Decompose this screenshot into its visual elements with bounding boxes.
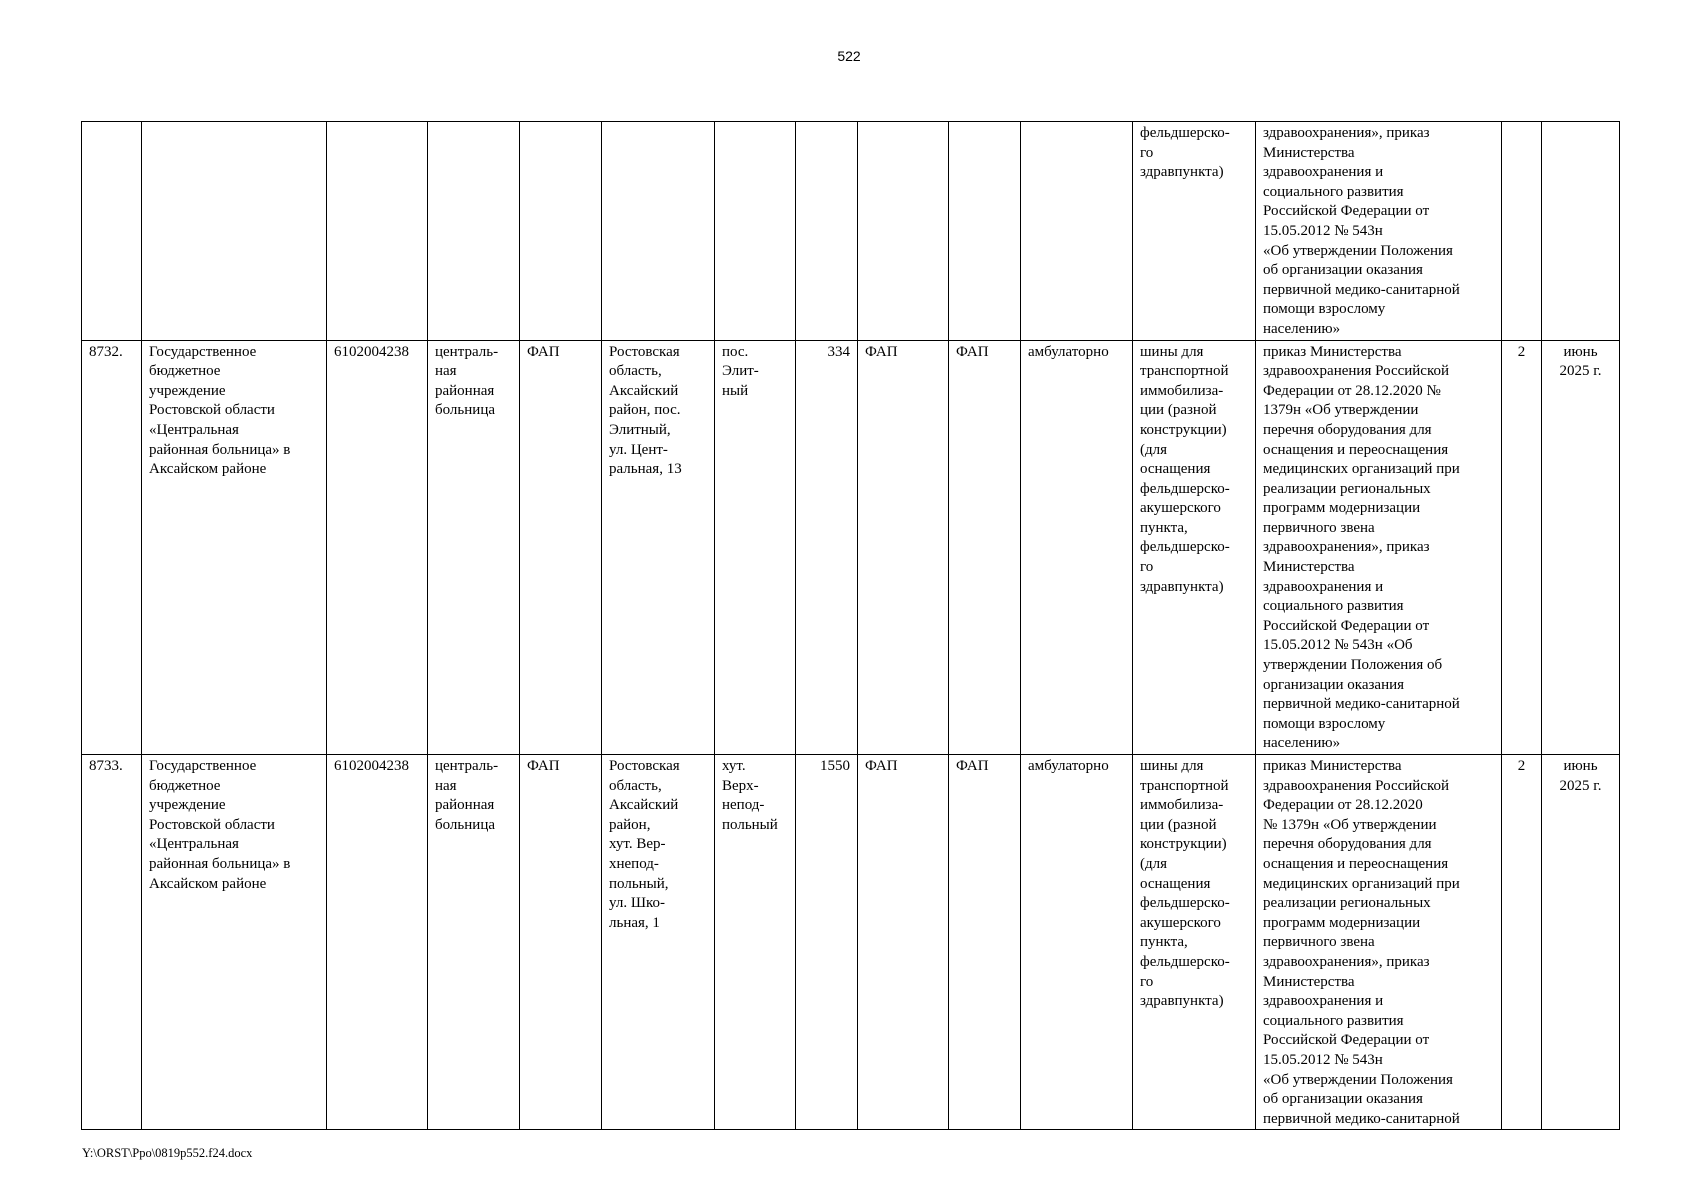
cell-care-mode: амбулаторно (1021, 340, 1133, 754)
cell-locality (715, 122, 796, 341)
cell-unit: ФАП (520, 755, 602, 1130)
cell-equipment: фельдшерско- го здравпункта) (1133, 122, 1256, 341)
cell-number (82, 122, 142, 341)
cell-number: 8733. (82, 755, 142, 1130)
cell-organization (142, 122, 327, 341)
cell-population (796, 122, 858, 341)
table-row (82, 340, 1620, 754)
cell-profile (949, 122, 1021, 341)
cell-date: июнь 2025 г. (1542, 755, 1620, 1130)
cell-legal-basis: здравоохранения», приказ Министерства здравоохранения и социального развития Российской Федерации от 15.05.2012 № 543н «Об утверждении Положения об организации оказания первичной медико-санитарной помощи взрослому населению» (1256, 122, 1502, 341)
cell-address: Ростовская область, Аксайский район, пос. Элитный, ул. Цент- ральная, 13 (602, 340, 715, 754)
cell-profile: ФАП (949, 340, 1021, 754)
cell-legal-basis: приказ Министерства здравоохранения Российской Федерации от 28.12.2020 № 1379н «Об утверждении перечня оборудования для оснащения и переоснащения медицинских организаций при реализации региональных программ модернизации первичного звена здравоохранения», приказ Министерства здравоохранения и социального развития Российской Федерации от 15.05.2012 № 543н «Об утверждении Положения об организации оказания первичной медико-санитарной помощи взрослому населению» (1256, 340, 1502, 754)
cell-unit-type (858, 122, 949, 341)
cell-population: 334 (796, 340, 858, 754)
cell-org-type (428, 122, 520, 341)
cell-organization: Государственное бюджетное учреждение Ростовской области «Центральная районная больница» в Аксайском районе (142, 340, 327, 754)
equipment-table (81, 121, 1620, 1130)
cell-unit-type: ФАП (858, 755, 949, 1130)
cell-unit: ФАП (520, 340, 602, 754)
table-row (82, 755, 1620, 1130)
cell-inn (327, 122, 428, 341)
cell-address: Ростовская область, Аксайский район, хут. Вер- хнепод- польный, ул. Шко- льная, 1 (602, 755, 715, 1130)
cell-address (602, 122, 715, 341)
cell-inn: 6102004238 (327, 755, 428, 1130)
cell-inn: 6102004238 (327, 340, 428, 754)
cell-locality: пос. Элит- ный (715, 340, 796, 754)
cell-legal-basis: приказ Министерства здравоохранения Российской Федерации от 28.12.2020 № 1379н «Об утверждении перечня оборудования для оснащения и переоснащения медицинских организаций при реализации региональных программ модернизации первичного звена здравоохранения», приказ Министерства здравоохранения и социального развития Российской Федерации от 15.05.2012 № 543н «Об утверждении Положения об организации оказания первичной медико-санитарной (1256, 755, 1502, 1130)
table-row (82, 122, 1620, 341)
cell-profile: ФАП (949, 755, 1021, 1130)
cell-quantity: 2 (1502, 755, 1542, 1130)
cell-care-mode: амбулаторно (1021, 755, 1133, 1130)
page-number: 522 (837, 48, 861, 64)
footer-file-path: Y:\ORST\Ppo\0819p552.f24.docx (82, 1146, 253, 1160)
cell-care-mode (1021, 122, 1133, 341)
cell-date: июнь 2025 г. (1542, 340, 1620, 754)
cell-equipment: шины для транспортной иммобилиза- ции (разной конструкции) (для оснащения фельдшерско- акушерского пункта, фельдшерско- го здравпункта) (1133, 755, 1256, 1130)
cell-unit (520, 122, 602, 341)
cell-org-type: централь- ная районная больница (428, 755, 520, 1130)
cell-equipment: шины для транспортной иммобилиза- ции (разной конструкции) (для оснащения фельдшерско- акушерского пункта, фельдшерско- го здравпункта) (1133, 340, 1256, 754)
cell-quantity (1502, 122, 1542, 341)
cell-organization: Государственное бюджетное учреждение Ростовской области «Центральная районная больница» в Аксайском районе (142, 755, 327, 1130)
cell-org-type: централь- ная районная больница (428, 340, 520, 754)
cell-date (1542, 122, 1620, 341)
cell-number: 8732. (82, 340, 142, 754)
cell-population: 1550 (796, 755, 858, 1130)
cell-unit-type: ФАП (858, 340, 949, 754)
cell-quantity: 2 (1502, 340, 1542, 754)
cell-locality: хут. Верх- непод- польный (715, 755, 796, 1130)
